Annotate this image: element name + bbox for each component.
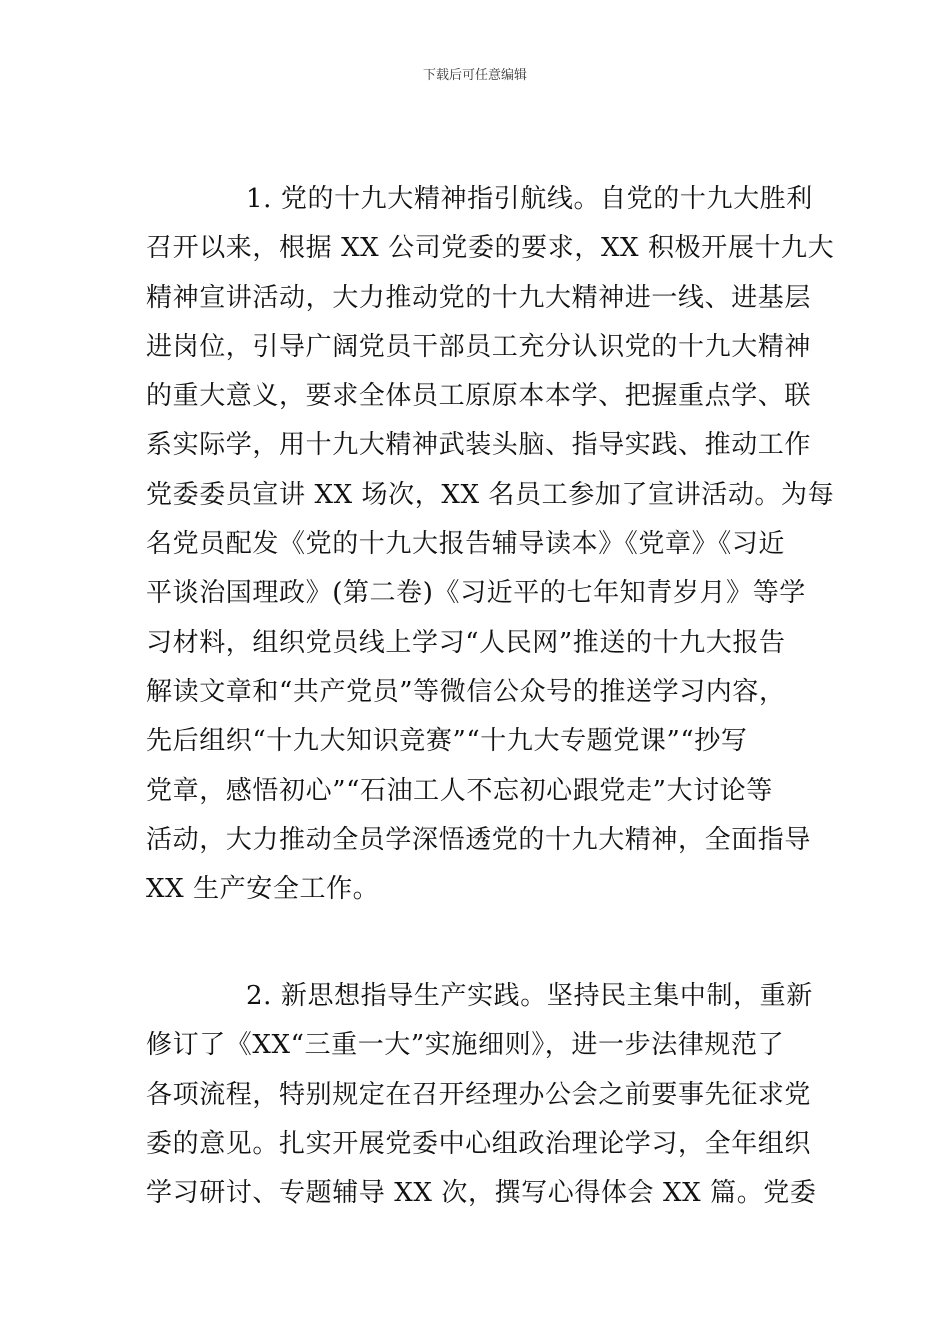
paragraph-line: 1. 党的十九大精神指引航线。自党的十九大胜利: [246, 184, 813, 214]
page-header: 下载后可任意编辑: [422, 68, 527, 83]
paragraph-line: 精神宣讲活动，大力推动党的十九大精神进一线、进基层: [146, 282, 812, 313]
paragraph-line: 各项流程，特别规定在召开经理办公会之前要事先征求党: [146, 1079, 812, 1110]
paragraph-line: 平谈治国理政》(第二卷)《习近平的七年知青岁月》等学: [146, 578, 806, 609]
paragraph-line: 委的意见。扎实开展党委中心组政治理论学习，全年组织: [146, 1128, 812, 1159]
paragraph-line: 活动，大力推动全员学深悟透党的十九大精神，全面指导: [146, 824, 812, 855]
paragraph-line: 进岗位，引导广阔党员干部员工充分认识党的十九大精神: [146, 331, 812, 362]
paragraph-line: XX 生产安全工作。: [146, 874, 380, 905]
paragraph-line: 习材料，组织党员线上学习“人民网”推送的十九大报告: [146, 627, 786, 658]
paragraph-line: 的重大意义，要求全体员工原原本本学、把握重点学、联: [146, 381, 812, 412]
paragraph-line: 解读文章和“共产党员”等微信公众号的推送学习内容，: [146, 676, 786, 707]
paragraph-line: 召开以来，根据 XX 公司党委的要求，XX 积极开展十九大: [146, 233, 835, 264]
paragraph-line: 学习研讨、专题辅导 XX 次，撰写心得体会 XX 篇。党委: [146, 1178, 817, 1209]
paragraph-line: 党委委员宣讲 XX 场次，XX 名员工参加了宣讲活动。为每: [146, 479, 835, 510]
paragraph-line: 党章，感悟初心”“石油工人不忘初心跟党走”大讨论等: [146, 775, 773, 806]
paragraph-line: 名党员配发《党的十九大报告辅导读本》《党章》《习近: [146, 529, 786, 560]
paragraph-line: 修订了《XX“三重一大”实施细则》，进一步法律规范了: [146, 1030, 785, 1061]
paragraph-1: [146, 175, 835, 914]
paragraph-line: 先后组织“十九大知识竞赛”“十九大专题党课”“抄写: [146, 726, 748, 757]
paragraph-line: 系实际学，用十九大精神武装头脑、指导实践、推动工作: [146, 430, 812, 461]
paragraph-line: 2. 新思想指导生产实践。坚持民主集中制，重新: [246, 981, 813, 1011]
paragraph-2: [146, 972, 816, 1218]
